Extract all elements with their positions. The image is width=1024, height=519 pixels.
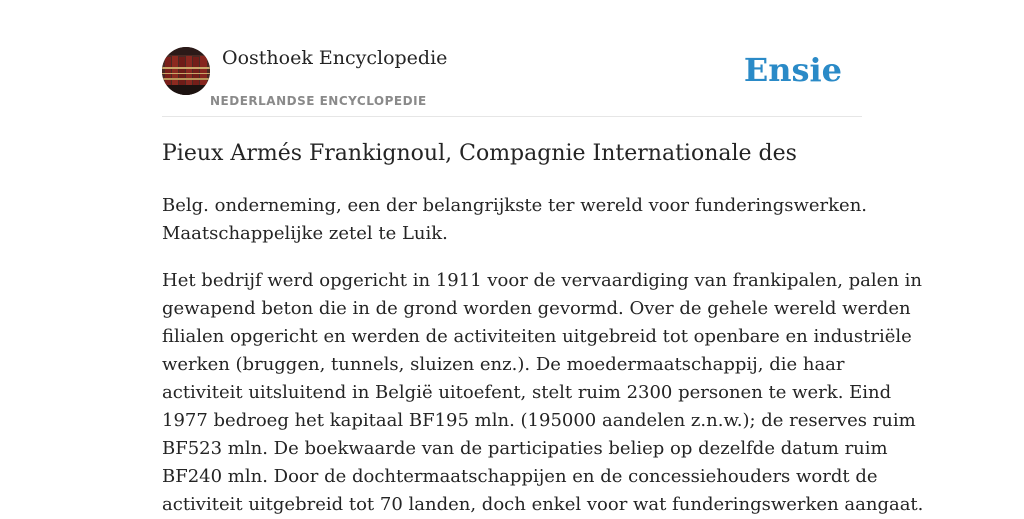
paragraph-line: filialen opgericht en werden de activiteiten uitgebreid tot openbare en industriële	[162, 326, 912, 347]
paragraph-line: BF523 mln. De boekwaarde van de participaties beliep op dezelfde datum ruim	[162, 438, 888, 459]
paragraph-line: BF240 mln. Door de dochtermaatschappijen en de concessiehouders wordt de	[162, 466, 878, 487]
site-name[interactable]: Oosthoek Encyclopedie	[222, 47, 448, 69]
article-paragraph	[162, 267, 924, 519]
paragraph-line: werken (bruggen, tunnels, sluizen enz.). De moedermaatschappij, die haar	[162, 354, 845, 375]
paragraph-line: Maatschappelijke zetel te Luik.	[162, 223, 448, 244]
paragraph-line: Belg. onderneming, een der belangrijkste ter wereld voor funderingswerken.	[162, 195, 868, 216]
paragraph-line: 1977 bedroeg het kapitaal BF195 mln. (195000 aandelen z.n.w.); de reserves ruim	[162, 410, 916, 431]
site-tagline: NEDERLANDSE ENCYCLOPEDIE	[210, 94, 427, 108]
paragraph-line: activiteit uitgebreid tot 70 landen, doch enkel voor wat funderingswerken aangaat.	[162, 494, 924, 515]
site-header	[162, 0, 862, 117]
encyclopedia-books-avatar-icon[interactable]	[162, 47, 210, 95]
article-title: Pieux Armés Frankignoul, Compagnie Internationale des	[162, 141, 797, 166]
paragraph-line: activiteit uitsluitend in België uitoefent, stelt ruim 2300 personen te werk. Eind	[162, 382, 892, 403]
article-card	[162, 0, 924, 515]
paragraph-line: gewapend beton die in de grond worden gevormd. Over de gehele wereld werden	[162, 298, 911, 319]
paragraph-line: Het bedrijf werd opgericht in 1911 voor de vervaardiging van frankipalen, palen in	[162, 270, 922, 291]
article-paragraph	[162, 192, 868, 248]
ensie-logo-link[interactable]: Ensie	[743, 51, 842, 89]
